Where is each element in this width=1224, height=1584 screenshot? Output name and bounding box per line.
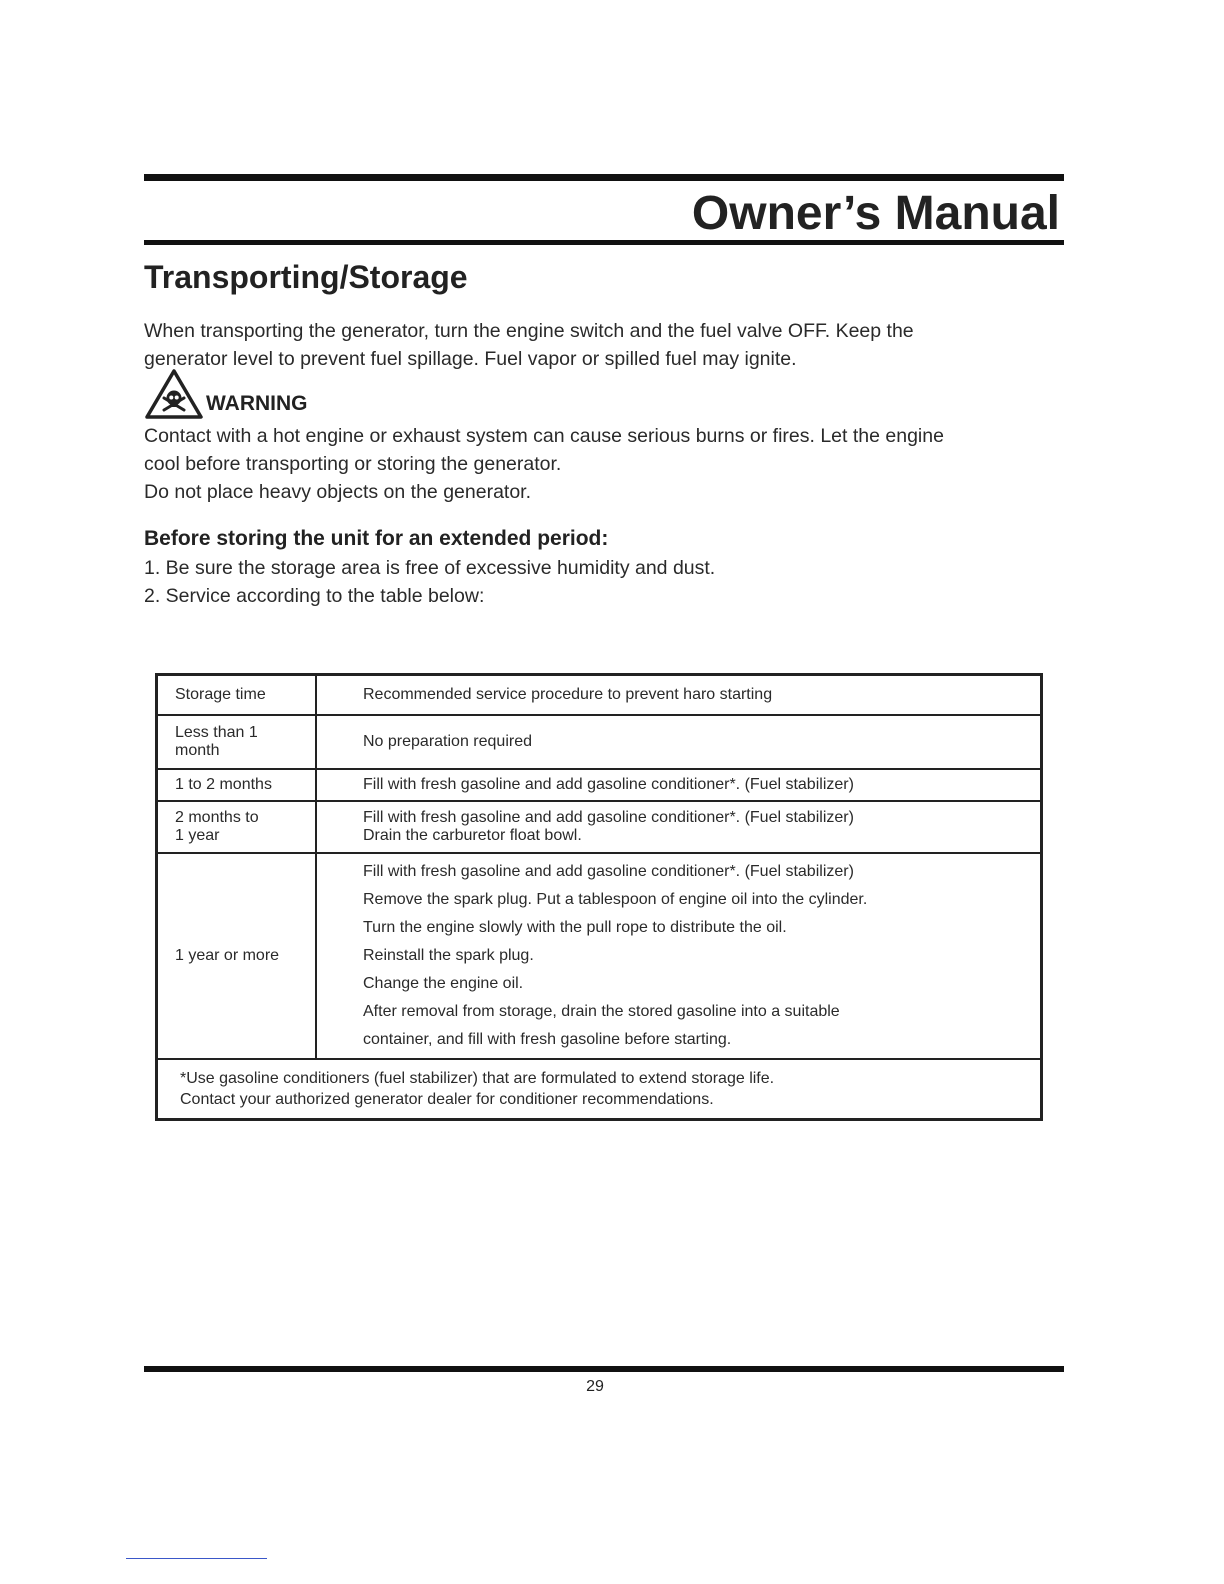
procedure-line: Turn the engine slowly with the pull rope to distribute the oil.: [363, 919, 787, 936]
manual-title: Owner’s Manual: [691, 187, 1060, 240]
header-rule-bottom: [144, 240, 1064, 245]
header-storage-time: Storage time: [157, 675, 317, 716]
procedure-line: After removal from storage, drain the stored gasoline into a suitable: [363, 1003, 840, 1020]
header-rule-top: [144, 174, 1064, 181]
warning-text: [144, 422, 1054, 478]
time-line: 1 to 2 months: [175, 776, 272, 793]
procedure-cell: [316, 715, 1042, 769]
storage-subheading: Before storing the unit for an extended period:: [144, 527, 609, 550]
table-footnote: [157, 1059, 1042, 1120]
procedure-line: No preparation required: [363, 733, 532, 750]
time-line: 1 year: [175, 827, 220, 844]
footer-rule: [144, 1366, 1064, 1372]
storage-steps: [144, 554, 715, 610]
storage-service-table: [155, 673, 1043, 1121]
list-item: 1. Be sure the storage area is free of excessive humidity and dust.: [144, 557, 716, 579]
procedure-cell: [316, 853, 1042, 1059]
transport-intro: [144, 317, 1054, 373]
procedure-cell: [316, 801, 1042, 853]
procedure-line: Remove the spark plug. Put a tablespoon of engine oil into the cylinder.: [363, 891, 868, 908]
header-procedure: Recommended service procedure to prevent haro starting: [316, 675, 1042, 716]
procedure-line: Drain the carburetor float bowl.: [363, 827, 582, 844]
time-line: Less than 1: [175, 724, 258, 741]
table-header-row: [157, 675, 1042, 716]
heavy-objects-note: Do not place heavy objects on the generator.: [144, 481, 532, 503]
storage-time-cell: [157, 715, 317, 769]
table-row: [157, 801, 1042, 853]
corner-line: [126, 1558, 267, 1559]
list-item: 2. Service according to the table below:: [144, 585, 485, 607]
warning-label: WARNING: [206, 392, 308, 415]
table-row: [157, 769, 1042, 801]
procedure-line: Change the engine oil.: [363, 975, 524, 992]
intro-line-2: generator level to prevent fuel spillage. Fuel vapor or spilled fuel may ignite.: [144, 348, 797, 370]
procedure-cell: [316, 769, 1042, 801]
time-line: 2 months to: [175, 809, 259, 826]
table-footnote-row: [157, 1059, 1042, 1120]
table-row: [157, 715, 1042, 769]
storage-time-cell: [157, 853, 317, 1059]
footnote-line: *Use gasoline conditioners (fuel stabilizer) that are formulated to extend storage life.: [180, 1070, 775, 1087]
footnote-line: Contact your authorized generator dealer for conditioner recommendations.: [180, 1091, 714, 1108]
page-number: 29: [586, 1378, 604, 1395]
time-line: month: [175, 742, 220, 759]
intro-line-1: When transporting the generator, turn the engine switch and the fuel valve OFF. Keep the: [144, 320, 914, 342]
storage-time-cell: [157, 801, 317, 853]
procedure-line: Fill with fresh gasoline and add gasoline conditioner*. (Fuel stabilizer): [363, 776, 854, 793]
procedure-line: Fill with fresh gasoline and add gasoline conditioner*. (Fuel stabilizer): [363, 863, 854, 880]
time-line: 1 year or more: [175, 947, 280, 964]
procedure-line: container, and fill with fresh gasoline before starting.: [363, 1031, 732, 1048]
warning-heading: [144, 368, 308, 420]
procedure-line: Reinstall the spark plug.: [363, 947, 534, 964]
section-title: Transporting/Storage: [144, 259, 468, 295]
warning-line-2: cool before transporting or storing the generator.: [144, 453, 562, 475]
storage-time-cell: [157, 769, 317, 801]
skull-crossbones-warning-icon: [144, 368, 204, 420]
procedure-line: Fill with fresh gasoline and add gasoline conditioner*. (Fuel stabilizer): [363, 809, 854, 826]
table-row: [157, 853, 1042, 1059]
warning-line-1: Contact with a hot engine or exhaust system can cause serious burns or fires. Let the engine: [144, 425, 944, 447]
